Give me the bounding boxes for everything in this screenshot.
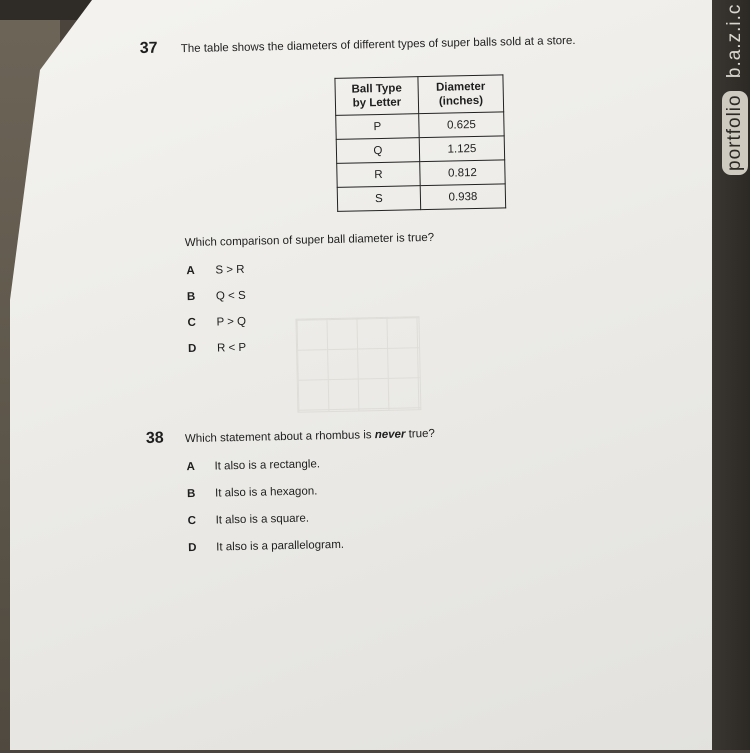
binder-brand: b.a.z.i.c bbox=[724, 4, 745, 79]
question-37-prompt: Which comparison of super ball diameter is true? bbox=[184, 231, 435, 250]
question-38-text bbox=[185, 428, 435, 445]
option-text-c[interactable]: It also is a square. bbox=[215, 512, 310, 527]
option-letter-c[interactable]: C bbox=[187, 514, 197, 528]
option-letter-d[interactable]: D bbox=[187, 342, 197, 356]
option-text-b[interactable]: Q < S bbox=[215, 289, 246, 303]
table-row bbox=[337, 160, 505, 188]
option-letter-a[interactable]: A bbox=[186, 460, 195, 474]
table-cell-diameter: 1.125 bbox=[419, 136, 504, 162]
option-letter-a[interactable]: A bbox=[186, 264, 195, 278]
table-header-ball-type bbox=[335, 77, 419, 116]
option-text-b[interactable]: It also is a hexagon. bbox=[214, 485, 318, 500]
option-text-c[interactable]: P > Q bbox=[216, 315, 247, 329]
header-text: by Letter bbox=[352, 96, 402, 110]
faint-bleedthrough-grid bbox=[295, 316, 421, 413]
question-38-text-start: Which statement about a rhombus is bbox=[184, 429, 375, 446]
question-37-text: The table shows the diameters of different types of super balls sold at a store. bbox=[180, 34, 576, 56]
question-38-number: 38 bbox=[145, 429, 164, 447]
header-text: Ball Type bbox=[351, 82, 402, 96]
table-header-row bbox=[335, 75, 504, 116]
option-letter-c[interactable]: C bbox=[187, 316, 196, 330]
option-text-a[interactable]: S > R bbox=[215, 263, 245, 277]
table-cell-diameter: 0.812 bbox=[420, 160, 505, 186]
binder-tag: portfolio bbox=[722, 91, 748, 176]
table-cell-letter: Q bbox=[336, 138, 419, 164]
table-cell-diameter: 0.938 bbox=[420, 184, 505, 210]
question-38-text-end: true? bbox=[405, 427, 435, 441]
option-letter-b[interactable]: B bbox=[186, 290, 196, 304]
table-header-diameter bbox=[418, 75, 504, 114]
table-cell-diameter: 0.625 bbox=[419, 112, 504, 138]
table-cell-letter: P bbox=[336, 114, 419, 140]
table-cell-letter: R bbox=[337, 162, 420, 188]
question-38-emphasis: never bbox=[374, 428, 406, 442]
table-row bbox=[336, 112, 504, 140]
option-letter-b[interactable]: B bbox=[186, 487, 196, 501]
question-37-number: 37 bbox=[139, 39, 158, 58]
table-cell-letter: S bbox=[337, 186, 420, 212]
header-text: Diameter bbox=[435, 80, 486, 94]
option-text-d[interactable]: It also is a parallelogram. bbox=[216, 538, 345, 554]
diameter-table bbox=[334, 74, 506, 212]
option-text-a[interactable]: It also is a rectangle. bbox=[214, 458, 321, 473]
option-text-d[interactable]: R < P bbox=[216, 341, 247, 355]
header-text: (inches) bbox=[438, 94, 484, 108]
table-row bbox=[337, 184, 505, 212]
table-row bbox=[336, 136, 504, 164]
option-letter-d[interactable]: D bbox=[188, 541, 197, 555]
